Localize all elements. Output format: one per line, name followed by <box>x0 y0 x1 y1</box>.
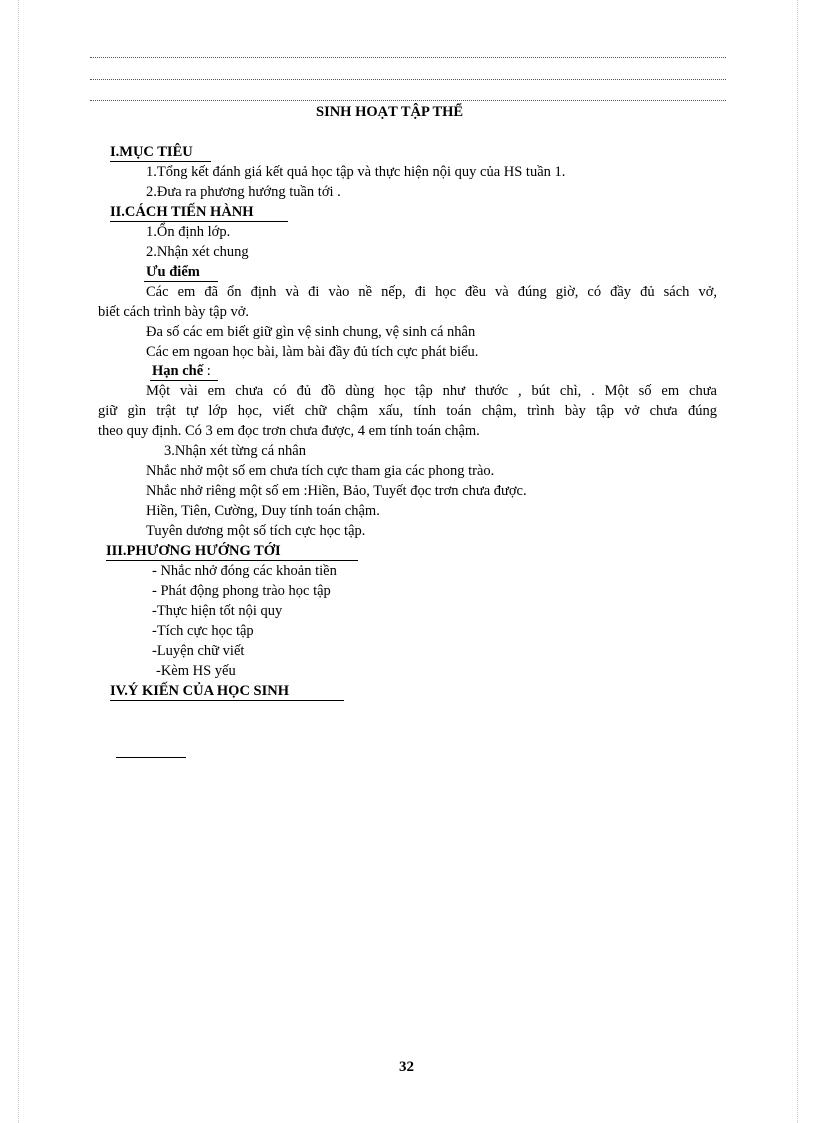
ca-nhan-line-2: Nhắc nhở riêng một số em :Hiền, Bảo, Tuyết đọc trơn chưa được. <box>146 483 527 499</box>
s3-item-3: -Thực hiện tốt nội quy <box>152 603 283 619</box>
ca-nhan-line-4: Tuyên dương một số tích cực học tập. <box>146 523 366 539</box>
s3-item-1: - Nhắc nhở đóng các khoản tiền <box>152 563 337 579</box>
page-number: 32 <box>399 1059 414 1075</box>
s3-item-5: -Luyện chữ viết <box>152 643 245 659</box>
section-2-heading: II.CÁCH TIẾN HÀNH <box>110 204 254 220</box>
s1-item-1: 1.Tổng kết đánh giá kết quả học tập và thực hiện nội quy của HS tuần 1. <box>146 164 566 180</box>
dotted-rule-2 <box>90 79 726 80</box>
dotted-rule-1 <box>90 57 726 58</box>
ca-nhan-line-1: Nhắc nhở một số em chưa tích cực tham gia các phong trào. <box>146 463 495 479</box>
han-che-line-3: theo quy định. Có 3 em đọc trơn chưa được, 4 em tính toán chậm. <box>98 423 480 439</box>
han-che-heading <box>152 362 211 380</box>
section-1-heading: I.MỤC TIÊU <box>110 144 193 160</box>
s2-item-2: 2.Nhận xét chung <box>146 244 249 260</box>
uu-diem-line-1b: biết cách trình bày tập vở. <box>98 304 250 320</box>
footnote-separator <box>116 757 186 758</box>
section-3-heading: III.PHƯƠNG HƯỚNG TỚI <box>106 543 281 559</box>
s3-item-2: - Phát động phong trào học tập <box>152 583 331 599</box>
han-che-underline <box>150 380 218 381</box>
uu-diem-label: Ưu điểm <box>146 264 200 280</box>
section-2-underline <box>110 221 288 222</box>
han-che-label: Hạn chế <box>152 363 204 379</box>
document-title: SINH HOẠT TẬP THỂ <box>316 104 464 120</box>
s1-item-2: 2.Đưa ra phương hướng tuần tới . <box>146 184 341 200</box>
section-4-heading: IV.Ý KIẾN CỦA HỌC SINH <box>110 683 290 699</box>
section-3-underline <box>106 560 358 561</box>
han-che-suffix: : <box>203 363 211 379</box>
section-4-underline <box>110 700 344 701</box>
section-1-underline <box>110 161 211 162</box>
s2-item-1: 1.Ổn định lớp. <box>146 224 231 240</box>
s3-item-6: -Kèm HS yếu <box>156 663 236 679</box>
han-che-line-2: giữ gìn trật tự lớp học, viết chữ chậm xấu, tính toán chậm, trình bày tập vở chưa đúng <box>98 403 717 419</box>
dotted-rule-3 <box>90 100 726 101</box>
ca-nhan-heading: 3.Nhận xét từng cá nhân <box>164 443 306 459</box>
uu-diem-line-1a: Các em đã ổn định và đi vào nề nếp, đi học đều và đúng giờ, có đầy đủ sách vở, <box>146 284 717 300</box>
s3-item-4: -Tích cực học tập <box>152 623 254 639</box>
uu-diem-line-2: Đa số các em biết giữ gìn vệ sinh chung, vệ sinh cá nhân <box>146 324 476 340</box>
uu-diem-underline <box>144 281 218 282</box>
uu-diem-line-3: Các em ngoan học bài, làm bài đầy đủ tích cực phát biểu. <box>146 344 479 360</box>
han-che-line-1: Một vài em chưa có đủ đồ dùng học tập như thước , bút chì, . Một số em chưa <box>146 383 717 399</box>
ca-nhan-line-3: Hiền, Tiên, Cường, Duy tính toán chậm. <box>146 503 380 519</box>
